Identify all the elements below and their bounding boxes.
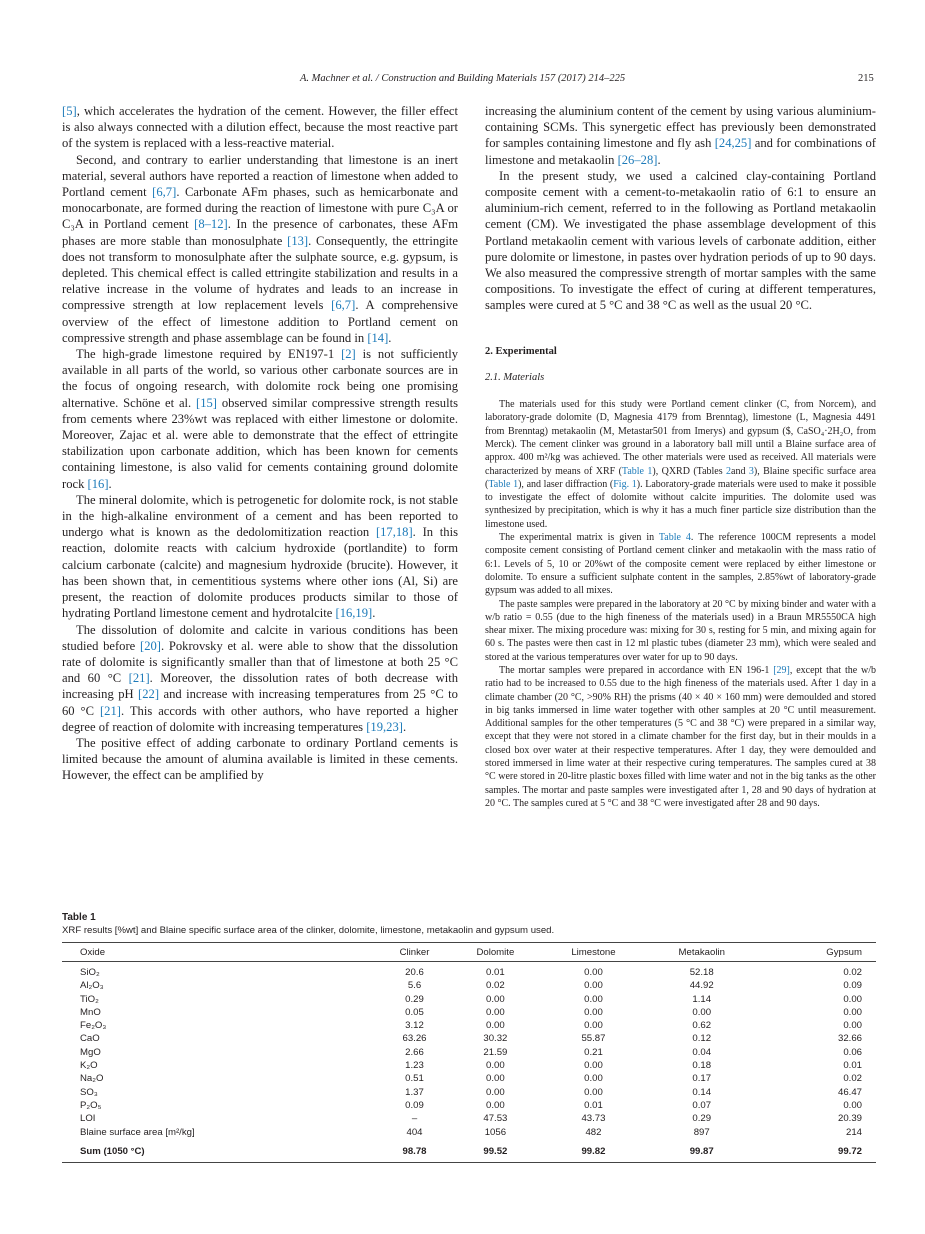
citation-link[interactable]: [8–12] [194, 217, 228, 232]
citation-link[interactable]: Table 1 [621, 465, 653, 477]
table-cell: 0.01 [486, 967, 505, 978]
column-header: Gypsum [757, 943, 876, 962]
paragraph-text: . A comprehensive overview of the effect of limestone addition to Portland cement on compressive strength and phase assemblage can be found in [62, 298, 458, 345]
paragraph-text: ), QXRD (Tables [652, 465, 727, 477]
table-cell: 0.00 [692, 1006, 712, 1018]
xrf-table [62, 942, 876, 1163]
citation-link[interactable]: [26–28] [617, 152, 658, 167]
table-cell: 0.09 [843, 980, 862, 992]
table-cell: 0.00 [584, 1073, 603, 1085]
table-cell: Na₂O [80, 1073, 104, 1085]
column-header: Metakaolin [646, 943, 757, 962]
table-row [62, 1099, 876, 1112]
table-caption: XRF results [%wt] and Blaine specific surface area of the clinker, dolomite, limestone, metakaolin and gypsum used. [62, 925, 555, 936]
column-header: Oxide [62, 943, 379, 962]
paragraph-text: . Moreover, the dissolution rates of both decrease with increasing pH [62, 671, 458, 702]
table-cell: 0.17 [692, 1073, 712, 1085]
table-cell: 47.53 [483, 1113, 508, 1125]
citation-link[interactable]: [21] [128, 671, 150, 686]
table-cell: Blaine surface area [m²/kg] [80, 1126, 195, 1138]
paragraph [485, 664, 876, 810]
citation-link[interactable]: [15] [196, 395, 217, 410]
table-cell: SO₃ [80, 1086, 98, 1098]
table-row [62, 1072, 876, 1085]
citation-link[interactable]: [21] [99, 703, 121, 718]
table-cell: 0.00 [843, 993, 862, 1005]
table-cell: 46.47 [837, 1086, 862, 1098]
table-cell: 1.37 [405, 1086, 424, 1098]
paragraph [62, 346, 458, 492]
paragraph-text: . In this reaction, dolomite reacts with calcium hydroxide (portlandite) to form calcium carbonate (calcite) and magnesium hydroxide (brucite). However, it has been shown that, in cementitious systems where other ions (Al, Si) are present, the reaction of dolomite produces products similar to those of hydrating Portland limestone cement and hydrotalcite [62, 525, 458, 621]
paragraph [485, 598, 876, 664]
subsection-heading: 2.1. Materials [485, 371, 545, 383]
paragraph [485, 398, 876, 531]
paragraph-text: . In the presence of carbonates, these AFm phases are more stable than monosulphate [62, 217, 458, 248]
paragraph [485, 168, 876, 314]
table-cell: CaO [80, 1033, 100, 1045]
table-cell: 30.32 [483, 1033, 508, 1045]
paragraph-text: ), Blaine specific surface area ( [485, 465, 876, 490]
table-cell: 63.26 [402, 1033, 427, 1045]
table-cell: 20.39 [837, 1113, 862, 1125]
paragraph-text: The paste samples were prepared in the laboratory at 20 °C by mixing binder and water with a w/b ratio = 0.55 (due to the high fineness of the materials used) in a Braun MR5550CA high shear mixer. The mixing procedure was: mixing for 30 s, resting for 5 min, and mixing again for 60 s. The pastes were then cast in 12 ml plastic tubes (diameter 23 mm), which were sealed and stored at the various temperatures over water for up to 90 days. [485, 598, 876, 663]
paragraph-text: The positive effect of adding carbonate to ordinary Portland cements is limited because the amount of alumina available is limited in these cements. However, the effect can be amplified by [62, 735, 458, 783]
paragraph-text: . Carbonate AFm phases, such as hemicarbonate and monocarbonate, are formed during the reaction of limestone with pure C₃A or C₃A in Portland cement [62, 185, 458, 232]
table-title: Table 1 [62, 912, 96, 923]
table-cell: 0.00 [584, 1086, 603, 1098]
table-row [62, 1112, 876, 1125]
table-cell: 99.72 [837, 1145, 862, 1157]
paragraph-text: . The reference 100CM represents a model composite cement consisting of Portland cement clinker and metakaolin with the mass ratio of 6:1. Levels of 5, 10 or 20%wt of the composite cement were replaced by either limestone or dolomite. To ensure a sufficient sulphate content in the samples, 2.85%wt of laboratory-grade gypsum was added to all mixes. [485, 532, 876, 597]
citation-link[interactable]: [14] [367, 330, 389, 345]
table-cell: 0.06 [843, 1046, 862, 1058]
table-cell: 0.00 [584, 1060, 603, 1072]
table-cell: 0.62 [692, 1020, 712, 1032]
table-cell: 0.00 [584, 1006, 603, 1018]
paragraph [62, 152, 458, 346]
table-cell: 0.21 [584, 1046, 603, 1058]
paragraph-text: The experimental matrix is given in [499, 532, 659, 544]
table-cell: 1.23 [405, 1060, 424, 1072]
table-cell: P₂O₅ [80, 1099, 102, 1111]
citation-link[interactable]: [24,25] [714, 136, 752, 151]
column-header: Dolomite [450, 943, 540, 962]
paragraph-text: The high-grade limestone required by EN197-1 [76, 347, 342, 362]
paragraph-text: . This accords with other authors, who have reported a higher degree of reaction of dolomite with increasing temperatures [62, 703, 459, 734]
citation-link[interactable]: Table 1 [488, 478, 519, 490]
paragraph [62, 735, 458, 784]
citation-link[interactable]: 2 [726, 465, 732, 477]
table-cell: 99.87 [689, 1145, 714, 1157]
table-row [62, 993, 876, 1006]
citation-link[interactable]: Fig. 1 [613, 478, 637, 490]
citation-link[interactable]: Table 4 [658, 532, 691, 544]
table-row [62, 1032, 876, 1045]
paragraph-text: , which accelerates the hydration of the cement. However, the filler effect is also always connected with a dilution effect, because the most reactive part of the system is replaced with a less-reactive material. [62, 104, 458, 151]
paragraph-text: Second, and contrary to earlier understanding that limestone is an inert material, several authors have reported a reaction of limestone when added to Portland cement [62, 152, 458, 200]
paragraph-text: is not sufficiently available in all parts of the world, so various other carbonate sources are in the focus of ongoing research, with dolomite rock being one promising alternative. Schöne et al. [62, 347, 458, 410]
table-cell: 0.18 [692, 1060, 712, 1072]
table-cell: 0.05 [405, 1006, 424, 1018]
paragraph-text: In the present study, we used a calcined clay-containing Portland composite cement with a cement-to-metakaolin ratio of 6:1 to ensure an aluminium-rich cement, referred to in the following as Portland metakaolin cement (CM). We investigated the phase assemblage development of this Portland metakaolin cement with various levels of carbonate addition, either pure dolomite or limestone, in pastes over hydration periods of up to 90 days. We also measured the compressive strength of mortar samples with the same compositions. To investigate the effect of curing at different temperatures, samples were cured at 5 °C and 38 °C as well as the usual 20 °C. [485, 168, 876, 313]
table-cell: 3.12 [405, 1020, 424, 1032]
table-header-row [62, 943, 876, 962]
paragraph [485, 103, 876, 168]
table-cell: 0.09 [405, 1099, 424, 1111]
citation-link[interactable]: [5] [62, 104, 77, 118]
paragraph-text: The dissolution of dolomite and calcite in various conditions has been studied before [62, 622, 458, 653]
table-cell: LOI [80, 1113, 96, 1125]
paragraph-text: . [657, 152, 661, 167]
paragraph-text: and [731, 465, 749, 477]
citation-link[interactable]: [2] [341, 347, 356, 362]
table-cell: 0.00 [486, 1099, 505, 1111]
table-cell: 482 [585, 1126, 602, 1138]
paragraph-text: . Consequently, the ettringite does not transform to monosulphate after the sulphate source, e.g. gypsum, is depleted. This chemical effect is called ettringite stabilization and results in a relative increase in the volume of hydrates and leads to an increase in compressive strength at low replacement levels [62, 233, 459, 313]
table-cell: 0.02 [843, 967, 862, 978]
table-cell: 2.66 [405, 1046, 424, 1058]
paragraph-text: . [402, 719, 407, 734]
table-cell: 52.18 [689, 967, 714, 978]
table-cell: 99.52 [483, 1145, 508, 1157]
table-cell: 0.04 [692, 1046, 712, 1058]
citation-link[interactable]: [19,23] [366, 719, 403, 734]
table-cell: 21.59 [483, 1046, 508, 1058]
table-cell: 0.00 [584, 967, 603, 978]
paragraph-text: ), and laser diffraction ( [518, 478, 614, 490]
table-cell: 0.02 [486, 980, 505, 992]
table-row [62, 1046, 876, 1059]
paragraph [62, 622, 458, 735]
column-header: Limestone [541, 943, 647, 962]
table-cell: Sum (1050 °C) [80, 1145, 145, 1157]
table-cell: 0.29 [692, 1113, 712, 1125]
table-cell: MgO [80, 1046, 101, 1058]
table-cell: 1.14 [692, 993, 712, 1005]
paragraph-text: . [388, 330, 392, 345]
citation-link[interactable]: [6,7] [331, 298, 356, 313]
table-cell: 5.6 [407, 980, 422, 992]
paragraph [62, 492, 458, 622]
table-1 [62, 912, 876, 1163]
paragraph-text: The materials used for this study were Portland cement clinker (C, from Norcem), and laboratory-grade dolomite (D, Magnesia 4179 from Brenntag), limestone (L, Magnesia 4491 from Brenntag) metakaolin (M, Metastar501 from Imerys) and gypsum ($, CaSO₄·2H₂O, from Merck). The cement clinker was ground in a laboratory ball mill until a Blaine surface area of approx. 400 m²/kg was achieved. The other materials were used as received. All materials were characterized by means of XRF ( [485, 399, 876, 477]
paragraph-text: ). Laboratory-grade materials were used to make it possible to investigate the effect of dolomite without calcite impurities. The dolomite used was synthesized by precipitation, which is why it has a much finer particle size distribution than the limestone used. [485, 478, 877, 530]
table-cell: 0.00 [486, 1073, 505, 1085]
table-row [62, 1126, 876, 1139]
table-cell: 43.73 [581, 1113, 606, 1125]
table-cell: 0.00 [584, 993, 603, 1005]
journal-citation: A. Machner et al. / Construction and Building Materials 157 (2017) 214–225 [300, 73, 626, 84]
paragraph-text: The mineral dolomite, which is petrogenetic for dolomite rock, is not stable in the high-alkaline environment of a cement and has been reported to undergo what is known as the dedolomitization reaction [62, 492, 458, 540]
table-cell: 0.00 [584, 1020, 603, 1032]
table-cell: 98.78 [402, 1145, 427, 1157]
table-cell: 99.82 [581, 1145, 606, 1157]
table-cell: 0.00 [843, 1099, 862, 1111]
table-cell: SiO₂ [80, 967, 100, 978]
table-cell: – [411, 1113, 418, 1125]
paragraph-text: The mortar samples were prepared in accordance with EN 196-1 [499, 664, 774, 676]
right-column [485, 103, 876, 810]
paragraph-text: . [108, 476, 112, 491]
table-cell: 0.02 [843, 1073, 862, 1085]
citation-link[interactable]: [13] [287, 233, 309, 248]
table-cell: Al₂O₃ [80, 980, 104, 992]
table-row [62, 1139, 876, 1163]
table-cell: 0.07 [692, 1099, 712, 1111]
citation-link[interactable]: [6,7] [152, 185, 177, 200]
table-cell: 0.00 [486, 993, 505, 1005]
paragraph-text: and for combinations of limestone and metakaolin [485, 136, 876, 167]
table-row [62, 1019, 876, 1032]
table-row [62, 979, 876, 992]
left-column [62, 103, 458, 784]
section-heading: 2. Experimental [485, 345, 557, 357]
paragraph-text: observed similar compressive strength results from cements where 23%wt was replaced with either limestone or dolomite. Moreover, Zajac et al. were able to demonstrate that the effect of ettringite stabilization upon carbonate addition, which has been known for cements containing limestone, is also valid for cements containing ground dolomite rock [62, 395, 458, 491]
table-cell: 404 [406, 1126, 423, 1138]
table-cell: K₂O [80, 1060, 98, 1072]
paragraph-text: increasing the aluminium content of the cement by using various aluminium-containing SCMs. This synergetic effect has previously been demonstrated for samples containing limestone and fly ash [485, 104, 876, 151]
table-cell: 0.00 [843, 1006, 862, 1018]
table-cell: Fe₂O₃ [80, 1020, 107, 1032]
table-row [62, 1059, 876, 1072]
citation-link[interactable]: [16] [87, 476, 109, 491]
paragraph [62, 103, 458, 152]
column-header: Clinker [379, 943, 450, 962]
table-cell: 0.12 [692, 1033, 712, 1045]
table-cell: 0.00 [584, 980, 603, 992]
table-cell: 0.00 [843, 1020, 862, 1032]
citation-link[interactable]: [22] [138, 687, 160, 702]
table-cell: 897 [693, 1126, 710, 1138]
table-cell: 0.00 [486, 1020, 505, 1032]
table-cell: 0.29 [405, 993, 424, 1005]
paragraph-text: , except that the w/b ratio had to be increased to 0.55 due to the high fineness of the materials used. After 1 day in a climate chamber (20 °C, >90% RH) the prisms (40 × 40 × 160 mm) were demoulded and stored in big tanks immersed in lime water together with other samples at 20 °C until measurement. Additional samples for the other temperatures (5 °C and 38 °C) were prepared in a similar way, except that they were not stored in a climate chamber for the first day, but in their moulds in a closed box over water at their respective temperatures. After 1 day, they were demoulded and stored immersed in lime water at their respective curing temperatures. The samples cured at 38 °C were stored in 20-litre plastic boxes filled with lime water and not in the big tanks as the other samples. The mortar and paste samples were investigated after 1, 28 and 90 days of hydration at 20 °C. The samples cured at 5 °C and 38 °C were investigated after 28 and 90 days. [485, 664, 876, 809]
table-cell: 20.6 [405, 967, 424, 978]
table-cell: 44.92 [689, 980, 714, 992]
table-row [62, 1086, 876, 1099]
table-cell: 0.14 [692, 1086, 712, 1098]
citation-link[interactable]: [17,18] [375, 525, 413, 540]
table-cell: 0.01 [843, 1060, 862, 1072]
paragraph [485, 531, 876, 597]
table-cell: 55.87 [581, 1033, 606, 1045]
table-cell: MnO [80, 1006, 101, 1018]
table-cell: 0.00 [486, 1086, 505, 1098]
citation-link[interactable]: [16,19] [335, 606, 373, 621]
table-cell: 0.01 [584, 1099, 603, 1111]
citation-link[interactable]: [20] [140, 638, 161, 653]
table-cell: 214 [845, 1126, 862, 1138]
table-cell: 0.00 [486, 1060, 505, 1072]
table-row [62, 1006, 876, 1019]
table-cell: 0.51 [405, 1073, 424, 1085]
table-row [62, 962, 876, 980]
paragraph-text: and increase with increasing temperatures from 25 °C to 60 °C [62, 687, 458, 718]
citation-link[interactable]: [29] [773, 664, 790, 676]
table-cell: 0.00 [486, 1006, 505, 1018]
table-cell: 32.66 [837, 1033, 862, 1045]
paragraph-text: . [372, 606, 376, 621]
table-cell: 1056 [484, 1126, 507, 1138]
paragraph-text: . Pokrovsky et al. were able to show that the dissolution rate of dolomite is significantly smaller than that of limestone at both 25 °C and 60 °C [62, 638, 458, 686]
table-cell: TiO₂ [80, 993, 99, 1005]
citation-link[interactable]: 3 [748, 465, 754, 477]
page-number: 215 [858, 73, 874, 84]
